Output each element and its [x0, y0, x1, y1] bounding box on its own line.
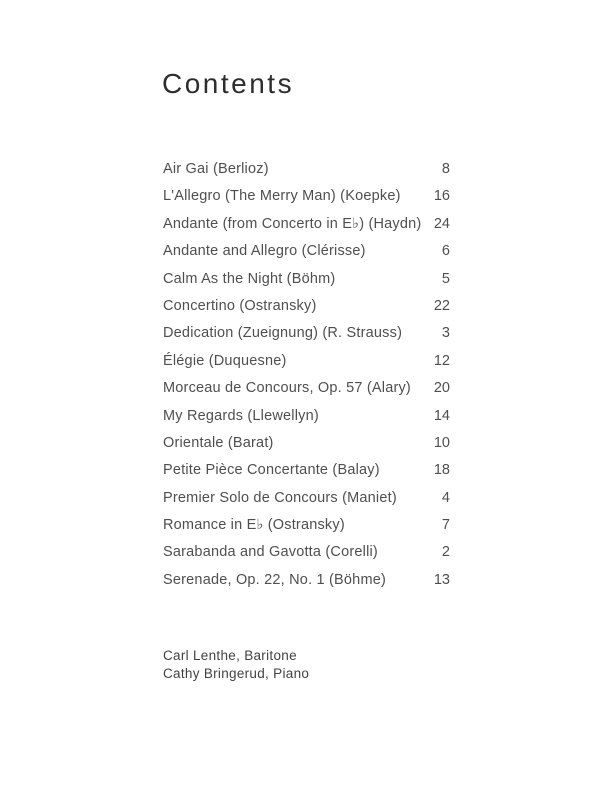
toc-entry-page-number: 7 [441, 517, 450, 534]
toc-entry-page-number: 12 [433, 352, 450, 369]
toc-entry-title: Morceau de Concours, Op. 57 (Alary) [163, 380, 411, 397]
page-title: Contents [162, 68, 295, 99]
toc-row [163, 457, 450, 484]
toc-row [163, 320, 450, 347]
toc-entry-page-number: 24 [433, 215, 450, 232]
toc-entry-title: My Regards (Llewellyn) [163, 407, 319, 424]
toc-entry-title: Premier Solo de Concours (Maniet) [163, 489, 397, 506]
toc-entry-title: Air Gai (Berlioz) [163, 161, 269, 177]
toc-entry-title: Dedication (Zueignung) (R. Strauss) [163, 325, 403, 342]
toc-entry-page-number: 18 [433, 462, 450, 479]
toc-row [163, 293, 450, 320]
toc-entry-title: Orientale (Barat) [163, 434, 274, 451]
toc-row [163, 266, 450, 293]
performer-credits [163, 647, 309, 682]
toc-row [163, 375, 450, 402]
toc-entry-page-number: 20 [433, 380, 450, 397]
toc-entry-title: Calm As the Night (Böhm) [163, 270, 336, 287]
toc-row [163, 512, 450, 539]
toc-entry-title: Serenade, Op. 22, No. 1 (Böhme) [163, 571, 387, 588]
toc-entry-page-number: 5 [441, 270, 450, 287]
toc-entry-title: Romance in E♭ (Ostransky) [163, 517, 345, 534]
toc-entry-title: Petite Pièce Concertante (Balay) [163, 462, 380, 479]
toc-row [163, 430, 450, 457]
toc-row [163, 156, 450, 183]
toc-entry-page-number: 16 [433, 188, 450, 205]
toc-entry-title: Andante (from Concerto in E♭) (Haydn) [163, 215, 422, 232]
toc-entry-page-number: 22 [433, 297, 450, 314]
toc-row [163, 183, 450, 210]
toc-row [163, 211, 450, 238]
toc-row [163, 567, 450, 594]
toc-entry-title: Sarabanda and Gavotta (Corelli) [163, 544, 378, 561]
toc-entry-title: Concertino (Ostransky) [163, 297, 317, 314]
toc-entry-page-number: 8 [441, 161, 450, 177]
toc-entry-page-number: 14 [433, 407, 450, 424]
table-of-contents [163, 156, 450, 594]
toc-entry-page-number: 2 [441, 544, 450, 561]
toc-entry-title: L'Allegro (The Merry Man) (Koepke) [163, 188, 401, 205]
toc-row [163, 403, 450, 430]
toc-entry-title: Andante and Allegro (Clérisse) [163, 243, 366, 260]
toc-entry-page-number: 4 [441, 489, 450, 506]
credit-baritone: Carl Lenthe, Baritone [163, 648, 297, 663]
toc-row [163, 539, 450, 566]
toc-row [163, 238, 450, 265]
toc-entry-page-number: 3 [441, 325, 450, 342]
toc-row [163, 485, 450, 512]
credit-piano: Cathy Bringerud, Piano [163, 665, 310, 681]
toc-row [163, 348, 450, 375]
toc-entry-page-number: 13 [433, 571, 450, 588]
toc-entry-title: Élégie (Duquesne) [163, 352, 287, 369]
toc-entry-page-number: 6 [441, 243, 450, 260]
toc-entry-page-number: 10 [433, 434, 450, 451]
